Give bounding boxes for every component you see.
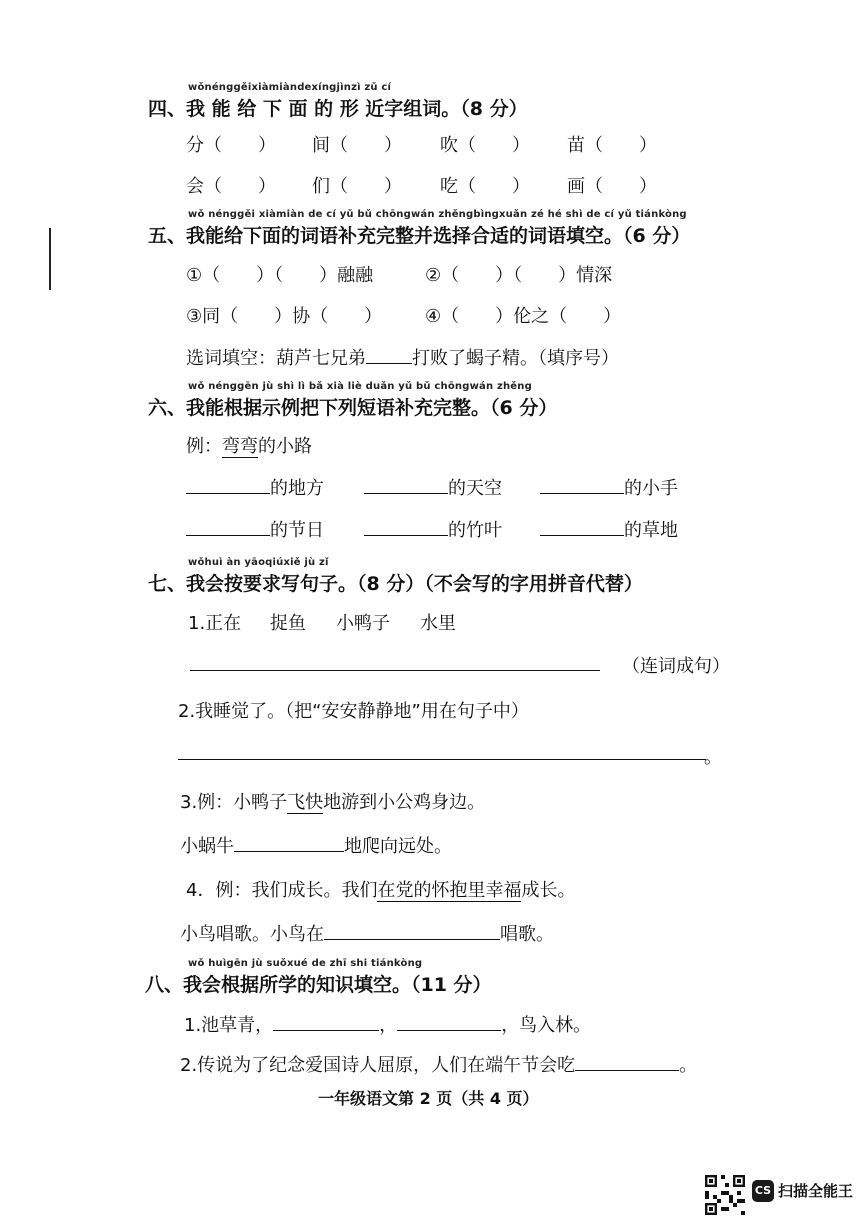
- s7-q1-hint: （连词成句）: [622, 656, 730, 677]
- s6-r1-c2-text: 的天空: [448, 478, 502, 499]
- s6-r1-c3: [540, 474, 678, 500]
- s6-r1-c1: [186, 474, 324, 500]
- s7-q2-answer-line[interactable]: [178, 759, 706, 760]
- s6-r2-c1: [186, 516, 324, 542]
- s6-r2-c1-text: 的节日: [270, 520, 324, 541]
- s7-q1-word-1: 1.正在: [188, 613, 242, 634]
- s5-item-1: ①（ ）（ ）融融: [186, 265, 374, 286]
- s5-item-3: ③同（ ）协（ ）: [186, 306, 383, 327]
- s4-r1-c3: 吹（ ）: [440, 135, 530, 156]
- s6-r2-c2-text: 的竹叶: [448, 520, 502, 541]
- s4-r2-c3: 吃（ ）: [440, 176, 530, 197]
- s5-fill-blank[interactable]: [366, 347, 412, 364]
- s7-q3-fill-blank[interactable]: [234, 835, 344, 852]
- s6-r1-c2-blank[interactable]: [364, 477, 448, 494]
- s7-q4-fill-post: 唱歌。: [500, 924, 554, 945]
- s6-heading: 六、我能根据示例把下列短语补充完整。（6 分）: [148, 397, 558, 419]
- s6-r2-c3-text: 的草地: [624, 520, 678, 541]
- s7-q4-pre: 4．例：我们成长。我们: [186, 880, 378, 901]
- s8-q1-blank-1[interactable]: [273, 1014, 379, 1031]
- s6-r2-c3-blank[interactable]: [540, 519, 624, 536]
- s7-pinyin: wǒhuì àn yāoqiúxiě jù zǐ: [188, 557, 329, 568]
- s7-q3-fill-pre: 小蜗牛: [180, 836, 234, 857]
- s6-example-post: 的小路: [258, 436, 312, 457]
- s8-q2-blank[interactable]: [575, 1054, 679, 1071]
- s5-item-2: ②（ ）（ ）情深: [425, 265, 613, 286]
- s7-q2: 2.我睡觉了。（把“安安静静地”用在句子中）: [178, 701, 529, 722]
- s7-q4-underlined: 在党的怀抱里幸福: [377, 880, 522, 901]
- s4-r1-c4: 苗（ ）: [567, 135, 657, 156]
- s5-fill-pre: 选词填空：葫芦七兄弟: [186, 348, 366, 369]
- edge-mark-bottom: [49, 262, 51, 290]
- s7-q1-answer-line[interactable]: [190, 670, 600, 671]
- s7-q3-post: 地游到小公鸡身边。: [323, 792, 486, 813]
- s7-q4: [186, 876, 575, 902]
- page-footer: 一年级语文第 2 页（共 4 页）: [318, 1089, 539, 1108]
- s8-q1-post: ，鸟入林。: [501, 1015, 592, 1036]
- scanner-app-name: 扫描全能王: [778, 1182, 854, 1200]
- s6-r2-c3: [540, 516, 678, 542]
- s4-pinyin: wǒnénggěixiàmiàndexíngjìnzì zǔ cí: [188, 82, 392, 93]
- s4-r2-c4: 画（ ）: [567, 176, 657, 197]
- s7-q3-pre: 3.例：小鸭子: [180, 792, 288, 813]
- s6-r2-c2: [364, 516, 502, 542]
- s8-q2-post: 。: [679, 1055, 698, 1076]
- s5-pinyin: wǒ nénggěi xiàmiàn de cí yǔ bǔ chōngwán zhěngbìngxuǎn zé hé shì de cí yǔ tiánkòng: [188, 209, 687, 220]
- s6-example: [186, 432, 312, 458]
- s7-q4-fill-blank[interactable]: [324, 923, 500, 940]
- s7-q4-fill: [180, 920, 554, 946]
- s7-q1-word-2: 捉鱼: [270, 613, 306, 634]
- s4-r1-c2: 间（ ）: [312, 135, 402, 156]
- s4-r2-c2: 们（ ）: [312, 176, 402, 197]
- s8-q1-mid: ，: [379, 1015, 398, 1036]
- s6-r1-c2: [364, 474, 502, 500]
- s7-q3-fill: [180, 832, 452, 858]
- s6-r2-c2-blank[interactable]: [364, 519, 448, 536]
- s8-heading: 八、我会根据所学的知识填空。（11 分）: [145, 974, 492, 996]
- s7-q4-fill-pre: 小鸟唱歌。小鸟在: [180, 924, 324, 945]
- s7-q1-word-3: 小鸭子: [336, 613, 390, 634]
- s7-heading: 七、我会按要求写句子。（8 分）（不会写的字用拼音代替）: [148, 573, 643, 595]
- s5-fill-line: [186, 344, 619, 370]
- s5-heading: 五、我能给下面的词语补充完整并选择合适的词语填空。（6 分）: [148, 225, 691, 247]
- s6-r1-c3-blank[interactable]: [540, 477, 624, 494]
- cs-logo: CS: [752, 1180, 774, 1202]
- edge-mark-top: [49, 228, 51, 264]
- s6-example-underlined: 弯弯: [222, 436, 258, 457]
- s5-item-4: ④（ ）伦之（ ）: [425, 306, 622, 327]
- s7-q3: [180, 788, 485, 814]
- s8-q1-blank-2[interactable]: [397, 1014, 501, 1031]
- s8-q2: [180, 1051, 697, 1077]
- qr-code-icon: [705, 1175, 745, 1215]
- s8-pinyin: wǒ huìgēn jù suǒxué de zhī shi tiánkòng: [188, 958, 423, 969]
- s7-q1-word-4: 水里: [420, 613, 456, 634]
- s8-q2-pre: 2.传说为了纪念爱国诗人屈原，人们在端午节会吃: [180, 1055, 576, 1076]
- s4-r1-c1: 分（ ）: [186, 135, 276, 156]
- s4-r2-c1: 会（ ）: [186, 176, 276, 197]
- s6-r1-c1-text: 的地方: [270, 478, 324, 499]
- s6-r2-c1-blank[interactable]: [186, 519, 270, 536]
- s8-q1-pre: 1.池草青，: [184, 1015, 274, 1036]
- s4-heading: 四、我 能 给 下 面 的 形 近字组词。（8 分）: [148, 98, 528, 120]
- s7-q3-underlined: 飞快: [287, 792, 324, 813]
- s6-r1-c1-blank[interactable]: [186, 477, 270, 494]
- s6-example-pre: 例：: [186, 436, 222, 457]
- s8-q1: [184, 1011, 591, 1037]
- s7-q3-fill-post: 地爬向远处。: [344, 836, 452, 857]
- s7-q2-end: 。: [704, 747, 722, 768]
- s5-fill-post: 打败了蝎子精。（填序号）: [412, 348, 619, 369]
- s6-pinyin: wǒ nénggēn jù shì lì bǎ xià liè duǎn yǔ bǔ chōngwán zhěng: [188, 381, 532, 392]
- s6-r1-c3-text: 的小手: [624, 478, 678, 499]
- s7-q4-post: 成长。: [521, 880, 576, 901]
